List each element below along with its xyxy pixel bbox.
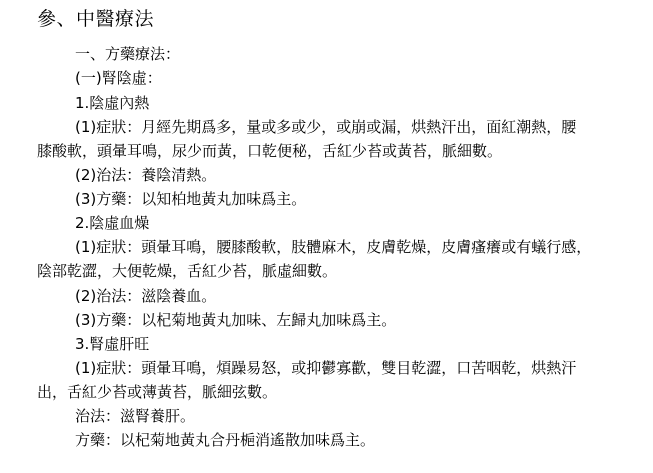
subheading-herbal-therapy: 一、方藥療法：: [75, 45, 181, 63]
text-line: (3)方藥：以知柏地黃丸加味爲主。: [75, 190, 307, 208]
section-title: 參、中醫療法: [37, 8, 155, 30]
text-line: (1)症狀：頭暈耳鳴，腰膝酸軟，肢體麻木，皮膚乾燥，皮膚瘙癢或有蟻行感，: [75, 238, 592, 256]
item-heading-kidney-deficiency-liver-excess: 3.腎虛肝旺: [75, 335, 150, 353]
text-line: 方藥：以杞菊地黃丸合丹梔消遙散加味爲主。: [75, 431, 376, 449]
text-line: 陰部乾澀，大便乾燥，舌紅少苔，脈虛細數。: [37, 262, 338, 280]
text-line: 出，舌紅少苔或薄黃苔，脈細弦數。: [37, 383, 278, 401]
item-heading-yin-deficiency-blood-dryness: 2.陰虛血燥: [75, 214, 150, 232]
text-line: 膝酸軟，頭暈耳鳴，尿少而黃，口乾便秘，舌紅少苔或黃苔，脈細數。: [37, 142, 503, 160]
text-line: (3)方藥：以杞菊地黃丸加味、左歸丸加味爲主。: [75, 311, 397, 329]
text-line: 治法：滋腎養肝。: [75, 407, 196, 425]
item-heading-yin-deficiency-heat: 1.陰虛內熱: [75, 94, 150, 112]
subheading-kidney-yin-deficiency: (一)腎陰虛：: [75, 69, 162, 87]
text-line: (2)治法：滋陰養血。: [75, 287, 217, 305]
text-line: (2)治法：養陰清熱。: [75, 166, 217, 184]
text-line: (1)症狀：月經先期爲多，量或多或少，或崩或漏，烘熱汗出，面紅潮熱，腰: [75, 118, 577, 136]
text-line: (1)症狀：頭暈耳鳴，煩躁易怒，或抑鬱寡歡，雙目乾澀，口苦咽乾，烘熱汗: [75, 359, 577, 377]
